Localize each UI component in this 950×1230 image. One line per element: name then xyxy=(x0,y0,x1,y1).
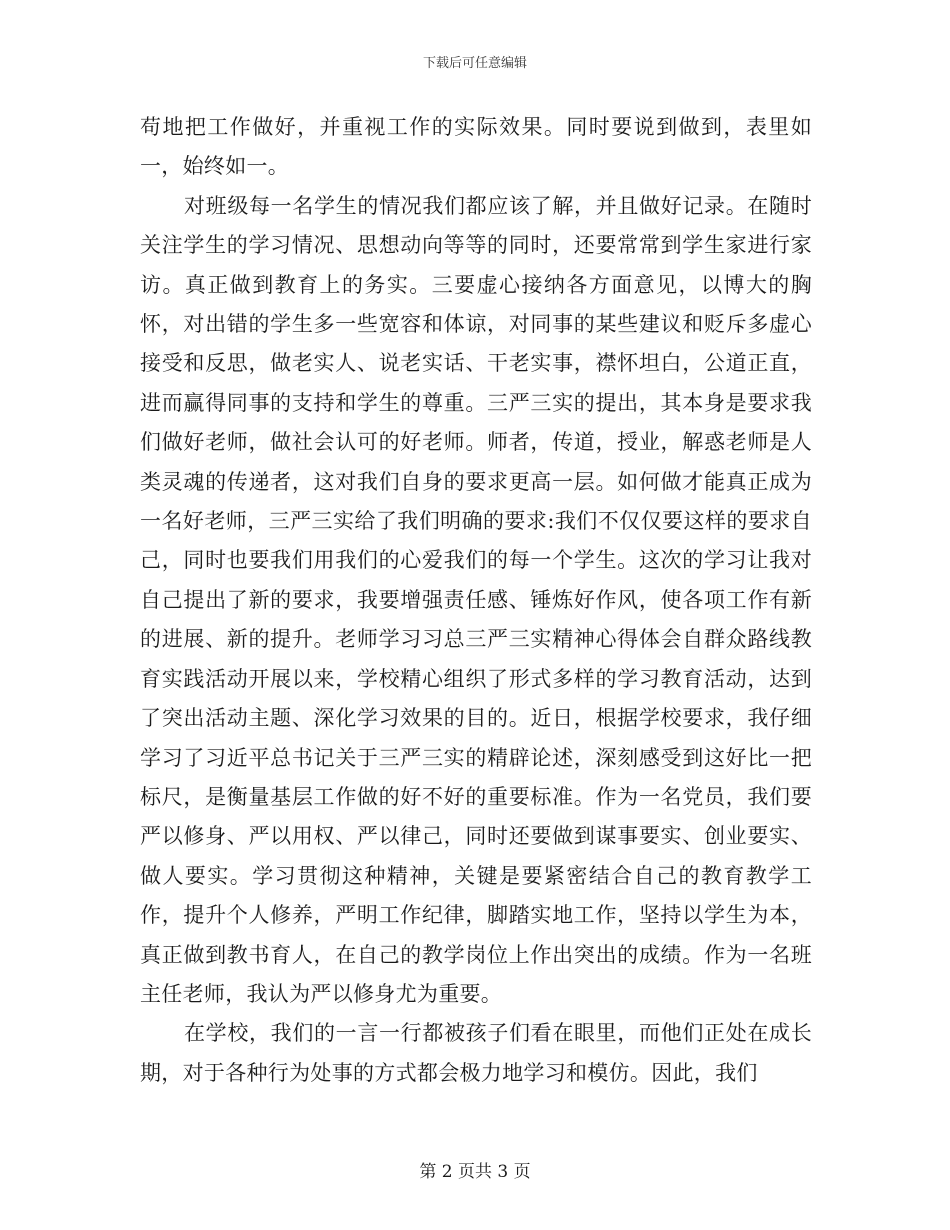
paragraph-3: 在学校，我们的一言一行都被孩子们看在眼里，而他们正处在成长期，对于各种行为处事的方式都会极力地学习和模仿。因此，我们 xyxy=(140,1021,812,1085)
page-header: 下载后可任意编辑 xyxy=(422,56,527,71)
page-number-footer: 第 2 页共 3 页 xyxy=(419,1162,531,1182)
document-body xyxy=(140,108,812,1093)
paragraph-2: 对班级每一名学生的情况我们都应该了解，并且做好记录。在随时关注学生的学习情况、思想动向等等的同时，还要常常到学生家进行家访。真正做到教育上的务实。三要虚心接纳各方面意见，以博大的胸怀，对出错的学生多一些宽容和体谅，对同事的某些建议和贬斥多虚心接受和反思，做老实人、说老实话、干老实事，襟怀坦白，公道正直，进而赢得同事的支持和学生的尊重。三严三实的提出，其本身是要求我们做好老师，做社会认可的好老师。师者，传道，授业，解惑老师是人类灵魂的传递者，这对我们自身的要求更高一层。如何做才能真正成为一名好老师，三严三实给了我们明确的要求:我们不仅仅要这样的要求自己，同时也要我们用我们的心爱我们的每一个学生。这次的学习让我对自己提出了新的要求，我要增强责任感、锤炼好作风，使各项工作有新的进展、新的提升。老师学习习总三严三实精神心得体会自群众路线教育实践活动开展以来，学校精心组织了形式多样的学习教育活动，达到了突出活动主题、深化学习效果的目的。近日，根据学校要求，我仔细学习了习近平总书记关于三严三实的精辟论述，深刻感受到这好比一把标尺，是衡量基层工作做的好不好的重要标准。作为一名党员，我们要严以修身、严以用权、严以律己，同时还要做到谋事要实、创业要实、做人要实。学习贯彻这种精神，关键是要紧密结合自己的教育教学工作，提升个人修养，严明工作纪律，脚踏实地工作，坚持以学生为本，真正做到教书育人，在自己的教学岗位上作出突出的成绩。作为一名班主任老师，我认为严以修身尤为重要。 xyxy=(140,193,812,1006)
paragraph-1: 苟地把工作做好，并重视工作的实际效果。同时要说到做到，表里如一，始终如一。 xyxy=(140,115,812,179)
